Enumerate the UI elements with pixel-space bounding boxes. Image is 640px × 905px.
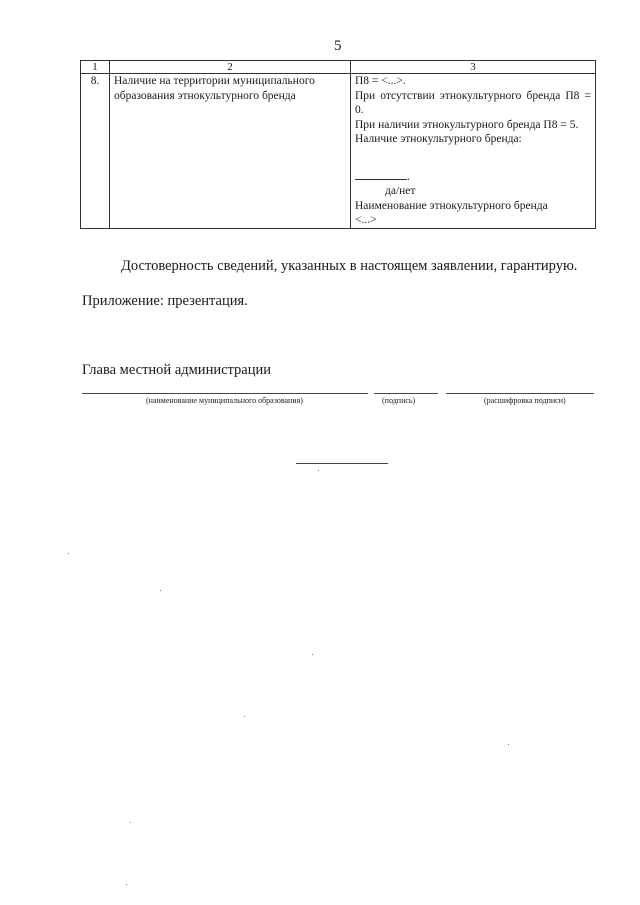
- table-header-row: [81, 61, 596, 74]
- scan-speck: [312, 654, 313, 655]
- scan-speck: [126, 884, 127, 885]
- column-header-1: 1: [81, 61, 110, 74]
- blank-underline: [355, 169, 407, 180]
- brand-name-value: <...>: [355, 214, 377, 226]
- indicator-description: [351, 74, 596, 229]
- signature-line: [374, 393, 438, 394]
- yes-no-hint: да/нет: [385, 185, 416, 197]
- absence-rule: При отсутствии этнокультурного бренда П8 = 0.: [355, 89, 591, 116]
- page-number: 5: [334, 38, 342, 54]
- indicator-name: Наличие на территории муниципального образования этнокультурного бренда: [110, 74, 351, 229]
- municipality-line: [82, 393, 368, 394]
- column-header-2: 2: [110, 61, 351, 74]
- scan-speck: [130, 822, 131, 823]
- brand-name-label: Наименование этнокультурного бренда: [355, 199, 548, 212]
- blank-suffix: .: [407, 170, 410, 183]
- scan-speck: [68, 553, 69, 554]
- end-separator-line: [296, 463, 388, 464]
- scan-speck: [244, 716, 245, 717]
- brand-presence-label: Наличие этнокультурного бренда:: [355, 133, 522, 145]
- decoding-line: [446, 393, 594, 394]
- blank-field-line: [355, 161, 591, 185]
- municipality-caption: (наименование муниципального образования): [146, 396, 303, 405]
- signature-caption: (подпись): [382, 396, 416, 405]
- head-title: Глава местной администрации: [82, 362, 272, 378]
- scan-speck: [508, 744, 509, 745]
- scan-speck: [160, 590, 161, 591]
- scan-speck: [318, 470, 319, 471]
- decoding-caption: (расшифровка подписи): [484, 396, 566, 405]
- row-number: 8.: [81, 74, 110, 229]
- guarantee-statement: Достоверность сведений, указанных в настоящем заявлении, гарантирую.: [121, 258, 578, 274]
- column-header-3: 3: [351, 61, 596, 74]
- formula-line: П8 = <...>.: [355, 75, 406, 87]
- presence-rule: При наличии этнокультурного бренда П8 = 5.: [355, 118, 579, 131]
- table-row: [81, 74, 596, 229]
- indicator-table: [80, 60, 596, 229]
- attachment-line: Приложение: презентация.: [82, 293, 248, 309]
